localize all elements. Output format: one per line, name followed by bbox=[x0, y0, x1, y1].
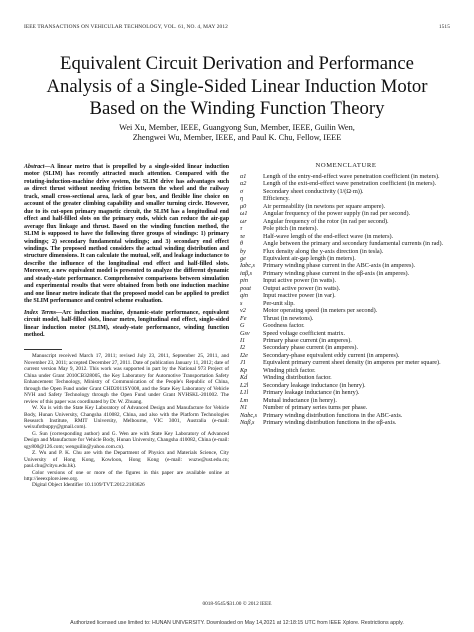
nomenclature-definition: Per-unit slip. bbox=[263, 299, 295, 307]
nomenclature-definition: Primary winding phase current in the ABC-axis (in amperes). bbox=[263, 262, 416, 270]
nomenclature-heading: NOMENCLATURE bbox=[315, 162, 377, 169]
nomenclature-definition: Output active power (in watts). bbox=[263, 284, 341, 292]
nomenclature-definition: Goodness factor. bbox=[263, 322, 305, 330]
nomenclature-symbol: L2l bbox=[240, 381, 249, 389]
nomenclature-symbol: Kd bbox=[240, 374, 248, 382]
author-line-2: Zhengwei Wu, Member, IEEE, and Paul K. Chu, Fellow, IEEE bbox=[132, 133, 342, 142]
footnotes bbox=[24, 353, 229, 489]
nomenclature-symbol: Fe bbox=[240, 314, 247, 322]
nomenclature-symbol: I2 bbox=[240, 344, 246, 352]
author-block bbox=[40, 123, 434, 143]
nomenclature-item bbox=[240, 188, 452, 195]
footnote-color-versions: Color versions of one or more of the figures in this paper are available online at http://ieeexplore.ieee.org. bbox=[24, 469, 229, 483]
nomenclature-item bbox=[240, 255, 452, 262]
nomenclature-symbol: pout bbox=[240, 284, 252, 292]
left-column bbox=[24, 164, 229, 489]
index-terms-text: Arc induction machine, dynamic-state performance, equivalent circuit model, half-filled slots, linear metro, longitudinal end effect, single-sided linear induction motor (SLIM), steady-state performance, winding function method. bbox=[24, 309, 229, 338]
nomenclature-definition: Secondary phase current (in amperes). bbox=[263, 344, 359, 352]
nomenclature-definition: Length of the entry-end-effect wave penetration coefficient (in meters). bbox=[263, 173, 440, 180]
nomenclature-definition: Length of the exit-end-effect wave penetration coefficient (in meters). bbox=[263, 180, 437, 188]
nomenclature-definition: Speed voltage coefficient matrix. bbox=[263, 329, 346, 337]
nomenclature-definition: Pole pitch (in meters). bbox=[263, 225, 318, 233]
nomenclature-definition: Flux density along the y-axis direction (in tesla). bbox=[263, 247, 384, 255]
nomenclature-symbol: Iabc,s bbox=[240, 262, 255, 270]
nomenclature-item bbox=[240, 285, 452, 292]
page-number: 1515 bbox=[438, 24, 450, 30]
nomenclature-symbol: η bbox=[240, 195, 244, 203]
nomenclature-definition: Primary winding phase current in the αβ-axis (in amperes). bbox=[263, 269, 410, 277]
nomenclature-item bbox=[240, 352, 452, 359]
running-header bbox=[24, 24, 450, 30]
nomenclature-item bbox=[240, 225, 452, 232]
nomenclature-definition: Number of primary series turns per phase. bbox=[263, 404, 368, 412]
nomenclature-symbol: N1 bbox=[240, 404, 248, 412]
nomenclature-symbol: s bbox=[240, 299, 243, 307]
nomenclature-symbol: L1l bbox=[240, 389, 249, 397]
nomenclature-symbol: Nαβ,s bbox=[240, 418, 255, 426]
nomenclature-item bbox=[240, 322, 452, 329]
nomenclature-definition: Primary phase current (in amperes). bbox=[263, 336, 352, 344]
nomenclature-item bbox=[240, 203, 452, 210]
nomenclature-definition: Equivalent primary current sheet density (in amperes per meter square). bbox=[263, 359, 441, 367]
nomenclature-item bbox=[240, 233, 452, 240]
nomenclature-definition: Input reactive power (in var). bbox=[263, 292, 336, 300]
nomenclature-item bbox=[240, 344, 452, 351]
nomenclature-symbol: Kp bbox=[240, 366, 248, 374]
index-terms-label: Index Terms bbox=[24, 309, 57, 316]
nomenclature-symbol: ωr bbox=[240, 217, 247, 225]
footnote-doi: Digital Object Identifier 10.1109/TVT.2012.2183626 bbox=[32, 482, 145, 489]
nomenclature-definition: Secondary-phase equivalent eddy current (in amperes). bbox=[263, 351, 400, 359]
nomenclature-symbol: ω1 bbox=[240, 210, 248, 218]
nomenclature-symbol: Gsv bbox=[240, 329, 250, 337]
nomenclature-item bbox=[240, 419, 452, 426]
nomenclature-definition: Half-wave length of the end-effect wave (in meters). bbox=[263, 232, 394, 240]
nomenclature-definition: Input active power (in watts). bbox=[263, 277, 337, 285]
nomenclature-symbol: v2 bbox=[240, 307, 246, 315]
nomenclature-item bbox=[240, 367, 452, 374]
nomenclature-definition: Primary winding distribution functions in the αβ-axis. bbox=[263, 418, 397, 426]
right-column bbox=[240, 162, 452, 426]
nomenclature-item bbox=[240, 382, 452, 389]
nomenclature-item bbox=[240, 389, 452, 396]
nomenclature-definition: Secondary leakage inductance (in henry). bbox=[263, 381, 366, 389]
nomenclature-symbol: Lm bbox=[240, 396, 248, 404]
nomenclature-item bbox=[240, 374, 452, 381]
nomenclature-definition: Mutual inductance (in henry). bbox=[263, 396, 337, 404]
nomenclature-item bbox=[240, 300, 452, 307]
nomenclature-symbol: Nabc,s bbox=[240, 411, 258, 419]
nomenclature-item bbox=[240, 173, 452, 180]
footnote-author-wu-chu: Z. Wu and P. K. Chu are with the Department of Physics and Materials Science, City University of Hong Kong, Kowloon, Hong Kong (e-mail: wuzw@ust.edu.cn; paul.chu@cityu.edu.hk). bbox=[24, 450, 229, 470]
license-notice: Authorized licensed use limited to: HUNAN UNIVERSITY. Downloaded on May 14,2021 at 12:18:15 UTC from IEEE Xplore. Restrictions apply. bbox=[70, 620, 404, 626]
footnote-divider bbox=[24, 349, 62, 350]
nomenclature-symbol: I2e bbox=[240, 351, 248, 359]
nomenclature-definition: Thrust (in newtons). bbox=[263, 314, 314, 322]
nomenclature-definition: Angle between the primary and secondary fundamental currents (in rad). bbox=[263, 240, 444, 248]
index-terms: Index Terms—Arc induction machine, dynamic-state performance, equivalent circuit model, half-filled slots, linear metro, longitudinal end effect, single-sided linear induction motor (SLIM), steady-state performance, winding function method. bbox=[24, 309, 229, 338]
paper-title: Equivalent Circuit Derivation and Performance Analysis of a Single-Sided Linear Induction Motor Based on the Winding Function Theory bbox=[46, 53, 428, 119]
nomenclature-symbol: pin bbox=[240, 277, 248, 285]
nomenclature-item bbox=[240, 337, 452, 344]
nomenclature-definition: Winding distribution factor. bbox=[263, 374, 332, 382]
footnote-author-sun-wen: G. Sun (corresponding author) and G. Wen are with State Key Laboratory of Advanced Design and Manufacture for Vehicle Body, Hunan University, Changsha 410082, China (e-mail: sgy800@126.com; wenguilin@yahoo.com.cn). bbox=[24, 430, 229, 450]
abstract-label: Abstract bbox=[24, 164, 45, 170]
nomenclature-symbol: J1 bbox=[240, 359, 246, 367]
nomenclature-symbol: α1 bbox=[240, 173, 247, 180]
nomenclature-item bbox=[240, 262, 452, 269]
nomenclature-symbol: G bbox=[240, 322, 245, 330]
nomenclature-item bbox=[240, 307, 452, 314]
journal-name: IEEE TRANSACTIONS ON VEHICULAR TECHNOLOGY, VOL. 61, NO. 4, MAY 2012 bbox=[24, 24, 228, 30]
nomenclature-symbol: iαβ,s bbox=[240, 269, 253, 277]
nomenclature-symbol: ge bbox=[240, 254, 246, 262]
nomenclature-item bbox=[240, 315, 452, 322]
abstract: Abstract—A linear metro that is propelled by a single-sided linear induction motor (SLIM) has recently attracted much attention. Compared with the rotating-induction-machine drive system, the SLIM drive has advantages such as direct thrust without needing friction between the wheel and the railway track, small cross-sectional area, lack of gear box, and flexible line choice on account of the greater climbing capability and smaller turning circle. However, due to its cut-open primary magnetic circuit, the SLIM has a longitudinal end effect and half-filled slots on the primary ends, which can reduce the air-gap average flux linkage and thrust. Based on the winding function method, the SLIM is supposed to have the following three groups of windings: 1) primary windings; 2) secondary fundamental windings; and 3) secondary end effect windings. The proposed method considers the actual winding distribution and structure dimensions. It can calculate the mutual, self, and leakage inductance to describe the influence of the longitudinal end effect and half-filled slots. Moreover, a new equivalent model is presented to analyze the different dynamic and steady-state performance. Comprehensive comparisons between simulation and experimental results that were obtained from both one induction machine and one linear metro indicate that the proposed model can be applied to predict the SLIM performance and control scheme evaluation. bbox=[24, 164, 229, 305]
nomenclature-item bbox=[240, 359, 452, 366]
author-line-1: Wei Xu, Member, IEEE, Guangyong Sun, Member, IEEE, Guilin Wen, bbox=[119, 123, 355, 132]
footnote-manuscript: Manuscript received March 17, 2011; revised July 23, 2011, September 25, 2011, and November 23, 2011; accepted December 27, 2011. Date of publication January 11, 2012; date of current version May 9, 2012. This work was supported in part by the National 973 Project of China under Grant 2010CB328005, the Key Laboratory for Automotive Transportation Safety Enhancement Technology, Ministry of Communication of the People's Republic of China, through the Open Fund under Grant CHD2011SY008, and the State Key Laboratory of Vehicle NVH and Safety Technology through the Open Fund under Grant NVHSKL-201002. The review of this paper was coordinated by Dr. W. Zhuang. bbox=[24, 353, 229, 405]
nomenclature-symbol: I1 bbox=[240, 336, 246, 344]
nomenclature-item bbox=[240, 210, 452, 217]
nomenclature-symbol: by bbox=[240, 247, 246, 255]
nomenclature-definition: Motor operating speed (in meters per second). bbox=[263, 307, 378, 315]
abstract-text: A linear metro that is propelled by a single-sided linear induction motor (SLIM) has recently attracted much attention. Compared with the rotating-induction-machine drive system, the SLIM drive has advantages such as direct thrust without needing friction between the wheel and the railway track, small cross-sectional area, lack of gear box, and flexible line choice on account of the greater climbing capability and smaller turning circle. However, due to its cut-open primary magnetic circuit, the SLIM has a longitudinal end effect and half-filled slots on the primary ends, which can reduce the air-gap average flux linkage and thrust. Based on the winding function method, the SLIM is supposed to have the following three groups of windings: 1) primary windings; 2) secondary fundamental windings; and 3) secondary end effect windings. The proposed method considers the actual winding distribution and structure dimensions. It can calculate the mutual, self, and leakage inductance to describe the influence of the longitudinal end effect and half-filled slots. Moreover, a new equivalent model is presented to analyze the different dynamic and steady-state performance. Comprehensive comparisons between simulation and experimental results that were obtained from both one induction machine and one linear metro indicate that the proposed model can be applied to predict the SLIM performance and control scheme evaluation. bbox=[24, 164, 229, 305]
nomenclature-item bbox=[240, 277, 452, 284]
nomenclature-definition: Efficiency. bbox=[263, 195, 290, 203]
nomenclature-symbol: σ bbox=[240, 187, 244, 195]
nomenclature-symbol: μ0 bbox=[240, 202, 247, 210]
nomenclature-symbol: τe bbox=[240, 232, 245, 240]
nomenclature-item bbox=[240, 404, 452, 411]
nomenclature-item bbox=[240, 195, 452, 202]
footnote-author-xu: W. Xu is with the State Key Laboratory of Advanced Design and Manufacture for Vehicle Body, Hunan University, Changsha 410082, China, and also with the Platform Technologies Research Institute, RMIT University, Melbourne, VIC 3001, Australia (e-mail: weixufotbuppy@gmail.com). bbox=[24, 405, 229, 431]
nomenclature-definition: Secondary sheet conductivity (1/(Ω·m)). bbox=[263, 187, 364, 195]
nomenclature-symbol: α2 bbox=[240, 180, 247, 188]
nomenclature-definition: Angular frequency of the power supply (in rad per second). bbox=[263, 210, 411, 218]
nomenclature-definition: Angular frequency of the rotor (in rad per second). bbox=[263, 217, 389, 225]
nomenclature-item bbox=[240, 292, 452, 299]
nomenclature-symbol: θ bbox=[240, 240, 244, 248]
nomenclature-item bbox=[240, 397, 452, 404]
nomenclature-symbol: τ bbox=[240, 225, 243, 233]
nomenclature-definition: Air permeability (in newtons per square ampere). bbox=[263, 202, 386, 210]
nomenclature-symbol: qin bbox=[240, 292, 248, 300]
nomenclature-item bbox=[240, 330, 452, 337]
nomenclature-item bbox=[240, 270, 452, 277]
nomenclature-list bbox=[240, 173, 452, 426]
nomenclature-definition: Primary winding distribution functions in the ABC-axis. bbox=[263, 411, 403, 419]
nomenclature-definition: Winding pitch factor. bbox=[263, 366, 316, 374]
nomenclature-item bbox=[240, 218, 452, 225]
nomenclature-definition: Equivalent air-gap length (in meters). bbox=[263, 254, 356, 262]
nomenclature-item bbox=[240, 412, 452, 419]
nomenclature-item bbox=[240, 240, 452, 247]
nomenclature-definition: Primary leakage inductance (in henry). bbox=[263, 389, 360, 397]
nomenclature-item bbox=[240, 180, 452, 187]
copyright-line: 0018-9545/$31.00 © 2012 IEEE bbox=[202, 601, 272, 607]
nomenclature-item bbox=[240, 248, 452, 255]
